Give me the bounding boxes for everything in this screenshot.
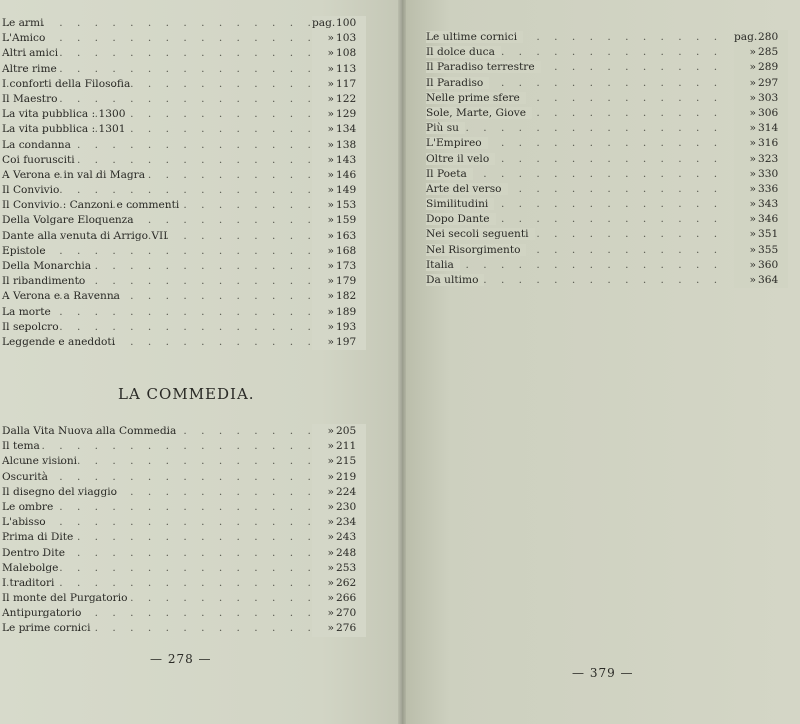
toc-entry-title: Della Volgare Eloquenza [2,214,134,227]
toc-entry-prefix: » [312,320,336,335]
toc-entry [2,439,366,454]
toc-entry-page: 276 [336,621,366,636]
toc-entry-page: 219 [336,470,366,485]
toc-entry-title: Oltre il velo [426,153,495,165]
toc-entry-prefix: » [312,500,336,515]
toc-entry-title: La condanna [2,138,71,151]
toc-entry-page: 262 [336,576,366,591]
toc-entry-title: La morte [2,305,51,318]
toc-entry-title: Prima di Dite [2,531,74,544]
toc-entry-prefix: » [734,197,758,212]
toc-entry-prefix: » [312,92,336,107]
toc-entry-page: 129 [336,107,366,122]
toc-entry-title: Il monte del Purgatorio [2,592,128,605]
toc-entry-page: 289 [758,60,788,75]
toc-entry [2,576,366,591]
toc-entry-page: 303 [758,91,788,106]
toc-entry-page: 215 [336,454,366,469]
toc-entry [2,424,366,439]
toc-entry [2,122,366,137]
dot-leader [2,439,310,454]
toc-entry-prefix: » [734,227,758,242]
toc-entry [426,182,788,197]
toc-entry-page: 285 [758,45,788,60]
toc-entry-page: 138 [336,138,366,153]
toc-entry [426,152,788,167]
toc-entry [2,183,366,198]
toc-entry [2,244,366,259]
toc-entry-prefix: » [734,167,758,182]
toc-entry-page: 270 [336,606,366,621]
toc-entry-prefix: » [312,335,336,350]
toc-entry-title: Leggende e aneddoti [2,335,116,348]
toc-entry [2,153,366,168]
toc-entry [2,168,366,183]
toc-entry-title: L'Empireo [426,137,488,149]
toc-entry-prefix: » [312,621,336,636]
toc-entry-prefix: » [312,244,336,259]
dot-leader [426,121,732,136]
toc-entry [2,213,366,228]
toc-entry [2,621,366,636]
toc-entry-page: 346 [758,212,788,227]
toc-entry [2,515,366,530]
toc-entry-title: Nei secoli seguenti [426,228,535,240]
toc-entry-prefix: » [312,591,336,606]
toc-entry-title: Della Monarchia [2,260,92,272]
toc-entry-title: I traditori [2,576,55,589]
toc-entry-title: Il sepolcro [2,320,59,333]
toc-list-commedia [2,424,366,637]
toc-entry [2,546,366,561]
toc-entry [2,259,366,274]
toc-entry-title: Le prime cornici [2,622,91,635]
toc-entry-prefix: » [312,107,336,122]
toc-entry-page: 230 [336,500,366,515]
toc-entry-title: L'Amico [2,32,46,45]
toc-entry-prefix: » [734,212,758,227]
toc-entry-page: 193 [336,320,366,335]
toc-entry-prefix: pag. [312,16,336,31]
toc-entry-prefix: » [312,153,336,168]
toc-entry-page: 280 [758,30,788,45]
toc-entry-prefix: » [312,546,336,561]
toc-entry-title: Il disegno del viaggio [2,485,117,498]
toc-entry-page: 117 [336,77,366,92]
toc-entry [2,320,366,335]
toc-entry-prefix: » [312,213,336,228]
toc-entry-prefix: » [734,45,758,60]
toc-entry-prefix: » [312,198,336,213]
toc-entry [2,229,366,244]
toc-entry-title: Il Convivio [2,184,60,197]
toc-entry-title: Il tema [2,440,40,453]
toc-entry-prefix: » [312,122,336,137]
toc-entry-page: 143 [336,153,366,168]
toc-entry [2,92,366,107]
toc-entry-page: 100 [336,16,366,31]
toc-entry-title: Le ombre [2,500,54,513]
toc-entry [2,500,366,515]
toc-entry-title: Da ultimo [426,274,484,286]
toc-entry-prefix: » [734,258,758,273]
dot-leader [426,258,732,273]
toc-entry-prefix: » [312,424,336,439]
toc-entry-prefix: » [312,439,336,454]
toc-entry [2,591,366,606]
toc-entry-page: 173 [336,259,366,274]
toc-entry-title: I conforti della Filosofia [2,77,131,90]
toc-entry [426,60,788,75]
toc-entry-page: 134 [336,122,366,137]
toc-entry-prefix: » [312,606,336,621]
toc-entry-prefix: » [312,62,336,77]
toc-entry-page: 351 [758,227,788,242]
toc-entry-prefix: » [734,273,758,288]
toc-entry-prefix: » [312,305,336,320]
toc-entry [426,273,788,288]
toc-entry-title: Dopo Dante [426,213,496,225]
toc-entry [2,198,366,213]
toc-entry-page: 113 [336,62,366,77]
toc-entry-title: Il Paradiso [426,77,489,89]
toc-entry-prefix: » [312,470,336,485]
right-page [402,0,800,724]
toc-entry-page: 159 [336,213,366,228]
toc-entry-title: Malebolge [2,561,59,574]
toc-entry-prefix: » [312,530,336,545]
toc-entry-page: 211 [336,439,366,454]
toc-entry-prefix: » [312,46,336,61]
toc-entry-title: Più su [426,122,465,134]
toc-entry-page: 323 [758,152,788,167]
toc-entry-page: 146 [336,168,366,183]
toc-entry-page: 314 [758,121,788,136]
toc-entry-prefix: » [312,289,336,304]
toc-entry [2,46,366,61]
toc-entry-prefix: » [734,182,758,197]
toc-entry-prefix: » [734,91,758,106]
toc-entry-prefix: » [734,121,758,136]
toc-entry-prefix: » [312,183,336,198]
toc-entry-title: Dante alla venuta di Arrigo VII [2,229,168,242]
toc-entry-title: Le armi [2,17,44,29]
toc-entry [2,62,366,77]
toc-entry-title: Italia [426,259,460,271]
toc-entry [2,77,366,92]
toc-entry-page: 360 [758,258,788,273]
toc-list-lives [2,16,366,350]
toc-entry-page: 330 [758,167,788,182]
toc-entry-page: 243 [336,530,366,545]
toc-entry [2,138,366,153]
toc-entry [426,91,788,106]
toc-entry-title: Epistole [2,244,46,257]
toc-entry-title: Altre rime [2,62,57,75]
toc-entry-prefix: » [312,561,336,576]
toc-entry-page: 179 [336,274,366,289]
toc-entry-prefix: » [734,60,758,75]
toc-entry-page: 122 [336,92,366,107]
toc-entry-page: 108 [336,46,366,61]
toc-entry [426,197,788,212]
toc-entry-page: 316 [758,136,788,151]
toc-entry-title: La vita pubblica : 1301 [2,123,126,136]
toc-entry-title: A Verona e a Ravenna [2,290,120,303]
toc-entry-title: Dalla Vita Nuova alla Commedia [2,425,177,437]
toc-entry [2,470,366,485]
toc-entry-prefix: » [734,243,758,258]
toc-entry-prefix: » [312,31,336,46]
toc-entry-prefix: » [312,138,336,153]
toc-entry [2,485,366,500]
section-title: LA COMMEDIA. [118,385,255,403]
toc-entry-title: Sole, Marte, Giove [426,107,532,119]
page-number-left: — 278 — [150,652,212,666]
toc-entry-page: 306 [758,106,788,121]
toc-entry-page: 205 [336,424,366,439]
toc-entry-prefix: » [734,136,758,151]
toc-entry-title: Le ultime cornici [426,31,523,43]
book-gutter [398,0,406,724]
toc-entry-page: 182 [336,289,366,304]
toc-entry-title: Nelle prime sfere [426,92,526,104]
toc-entry [426,136,788,151]
toc-entry [2,305,366,320]
toc-entry-page: 266 [336,591,366,606]
toc-entry [2,606,366,621]
toc-entry [426,30,788,45]
toc-entry-title: L'abisso [2,516,46,529]
toc-entry-title: Dentro Dite [2,546,66,559]
toc-entry-prefix: » [734,76,758,91]
toc-entry-page: 253 [336,561,366,576]
toc-entry-title: Nel Risorgimento [426,244,526,256]
toc-list-continued [426,30,788,288]
toc-entry [2,16,366,31]
page-number-right: — 379 — [572,666,634,680]
toc-entry-title: Similitudini [426,198,494,210]
toc-entry-page: 197 [336,335,366,350]
toc-entry-title: Il Paradiso terrestre [426,61,541,73]
toc-entry [426,227,788,242]
toc-entry-page: 355 [758,243,788,258]
toc-entry-page: 234 [336,515,366,530]
toc-entry-prefix: » [734,152,758,167]
toc-entry-prefix: » [312,168,336,183]
toc-entry-title: Il Convivio : Canzoni e commenti [2,199,180,212]
toc-entry-prefix: » [312,454,336,469]
toc-entry [426,45,788,60]
toc-entry-prefix: » [312,77,336,92]
toc-entry-page: 336 [758,182,788,197]
toc-entry-page: 297 [758,76,788,91]
toc-entry-title: Il ribandimento [2,275,86,288]
toc-entry [2,289,366,304]
toc-entry [426,212,788,227]
toc-entry-title: Alcune visioni [2,455,78,468]
toc-entry-prefix: » [312,576,336,591]
toc-entry-prefix: » [312,515,336,530]
toc-entry-title: Coi fuorusciti [2,153,75,166]
toc-entry-title: A Verona e in val di Magra [2,168,146,181]
toc-entry [426,258,788,273]
toc-entry-title: Il dolce duca [426,46,501,58]
toc-entry [2,274,366,289]
toc-entry [2,31,366,46]
toc-entry-title: Oscurità [2,470,48,483]
toc-entry [2,454,366,469]
toc-entry-page: 153 [336,198,366,213]
toc-entry-page: 163 [336,229,366,244]
toc-entry [2,335,366,350]
toc-entry-page: 103 [336,31,366,46]
toc-entry [426,167,788,182]
toc-entry-page: 149 [336,183,366,198]
toc-entry-page: 248 [336,546,366,561]
toc-entry-prefix: » [734,106,758,121]
toc-entry-page: 343 [758,197,788,212]
toc-entry [426,121,788,136]
toc-entry [426,106,788,121]
toc-entry-page: 189 [336,305,366,320]
toc-entry-page: 224 [336,485,366,500]
toc-entry [2,530,366,545]
toc-entry [2,107,366,122]
toc-entry-prefix: » [312,229,336,244]
toc-entry-title: Il Maestro [2,92,58,105]
toc-entry-page: 364 [758,273,788,288]
toc-entry-prefix: » [312,274,336,289]
toc-entry-prefix: pag. [734,30,758,45]
toc-entry [2,561,366,576]
toc-entry-title: Altri amici [2,47,59,60]
toc-entry-title: Arte del verso [426,183,508,195]
toc-entry-title: Il Poeta [426,168,473,180]
toc-entry-prefix: » [312,259,336,274]
toc-entry-title: La vita pubblica : 1300 [2,108,126,121]
toc-entry-prefix: » [312,485,336,500]
toc-entry [426,76,788,91]
toc-entry [426,243,788,258]
toc-entry-page: 168 [336,244,366,259]
toc-entry-title: Antipurgatorio [2,607,82,620]
